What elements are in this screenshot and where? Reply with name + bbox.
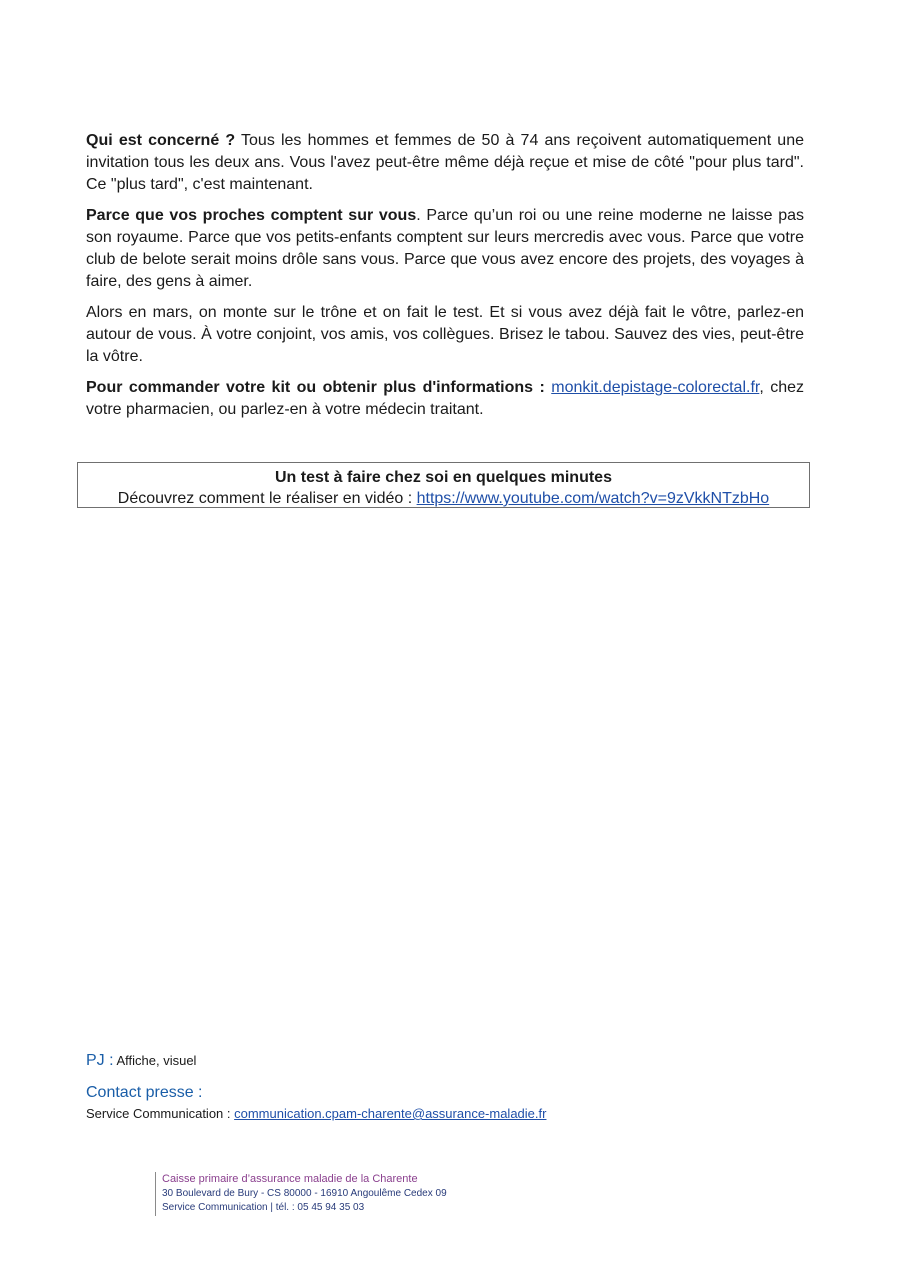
paragraph-who bbox=[86, 130, 804, 196]
video-box-line bbox=[78, 488, 809, 509]
press-contact-email-link[interactable]: communication.cpam-charente@assurance-maladie.fr bbox=[234, 1106, 547, 1121]
paragraph-loved-ones-heading: Parce que vos proches comptent sur vous bbox=[86, 207, 417, 224]
youtube-video-link[interactable]: https://www.youtube.com/watch?v=9zVkkNTzbHo bbox=[416, 490, 770, 507]
attachments-value: Affiche, visuel bbox=[116, 1053, 197, 1068]
kit-order-link[interactable]: monkit.depistage-colorectal.fr bbox=[551, 379, 760, 396]
footer-address: 30 Boulevard de Bury - CS 80000 - 16910 Angoulême Cedex 09 bbox=[162, 1187, 447, 1199]
paragraph-who-heading: Qui est concerné ? bbox=[86, 132, 236, 149]
paragraph-who-text: Tous les hommes et femmes de 50 à 74 ans reçoivent automatiquement une invitation tous les deux ans. Vous l'avez peut-être même déjà reçue et mise de côté "pour plus tard". Ce "plus tard", c'est maintenant. bbox=[86, 132, 804, 193]
video-box-text: Découvrez comment le réaliser en vidéo : bbox=[117, 490, 417, 507]
press-contact-line bbox=[86, 1106, 546, 1121]
paragraph-loved-ones-text: . Parce qu’un roi ou une reine moderne ne laisse pas son royaume. Parce que vos petits-enfants comptent sur leurs mercredis avec vous. Parce que votre club de belote serait moins drôle sans vous. Parce que vous avez encore des projets, des voyages à faire, des gens à aimer. bbox=[86, 207, 805, 290]
page-footer bbox=[155, 1172, 447, 1216]
paragraph-march bbox=[86, 302, 804, 368]
video-box-title: Un test à faire chez soi en quelques minutes bbox=[275, 469, 612, 486]
attachments bbox=[86, 1052, 196, 1070]
paragraph-loved-ones bbox=[86, 205, 804, 293]
paragraph-march-text: Alors en mars, on monte sur le trône et on fait le test. Et si vous avez déjà fait le vôtre, parlez-en autour de vous. À votre conjoint, vos amis, vos collègues. Brisez le tabou. Sauvez des vies, peut-être la vôtre. bbox=[86, 304, 804, 365]
video-info-box bbox=[77, 462, 810, 508]
footer-phone: Service Communication | tél. : 05 45 94 35 03 bbox=[162, 1202, 365, 1213]
article-body bbox=[86, 130, 804, 430]
attachments-label: PJ : bbox=[86, 1052, 114, 1069]
press-contact-title: Contact presse : bbox=[86, 1084, 203, 1101]
paragraph-order-heading: Pour commander votre kit ou obtenir plus d'informations : bbox=[86, 379, 545, 396]
paragraph-order bbox=[86, 377, 804, 421]
paragraph-order-text: , chez votre pharmacien, ou parlez-en à votre médecin traitant. bbox=[86, 379, 805, 418]
press-contact-label: Service Communication : bbox=[86, 1106, 235, 1121]
footer-org: Caisse primaire d’assurance maladie de la Charente bbox=[162, 1173, 418, 1185]
